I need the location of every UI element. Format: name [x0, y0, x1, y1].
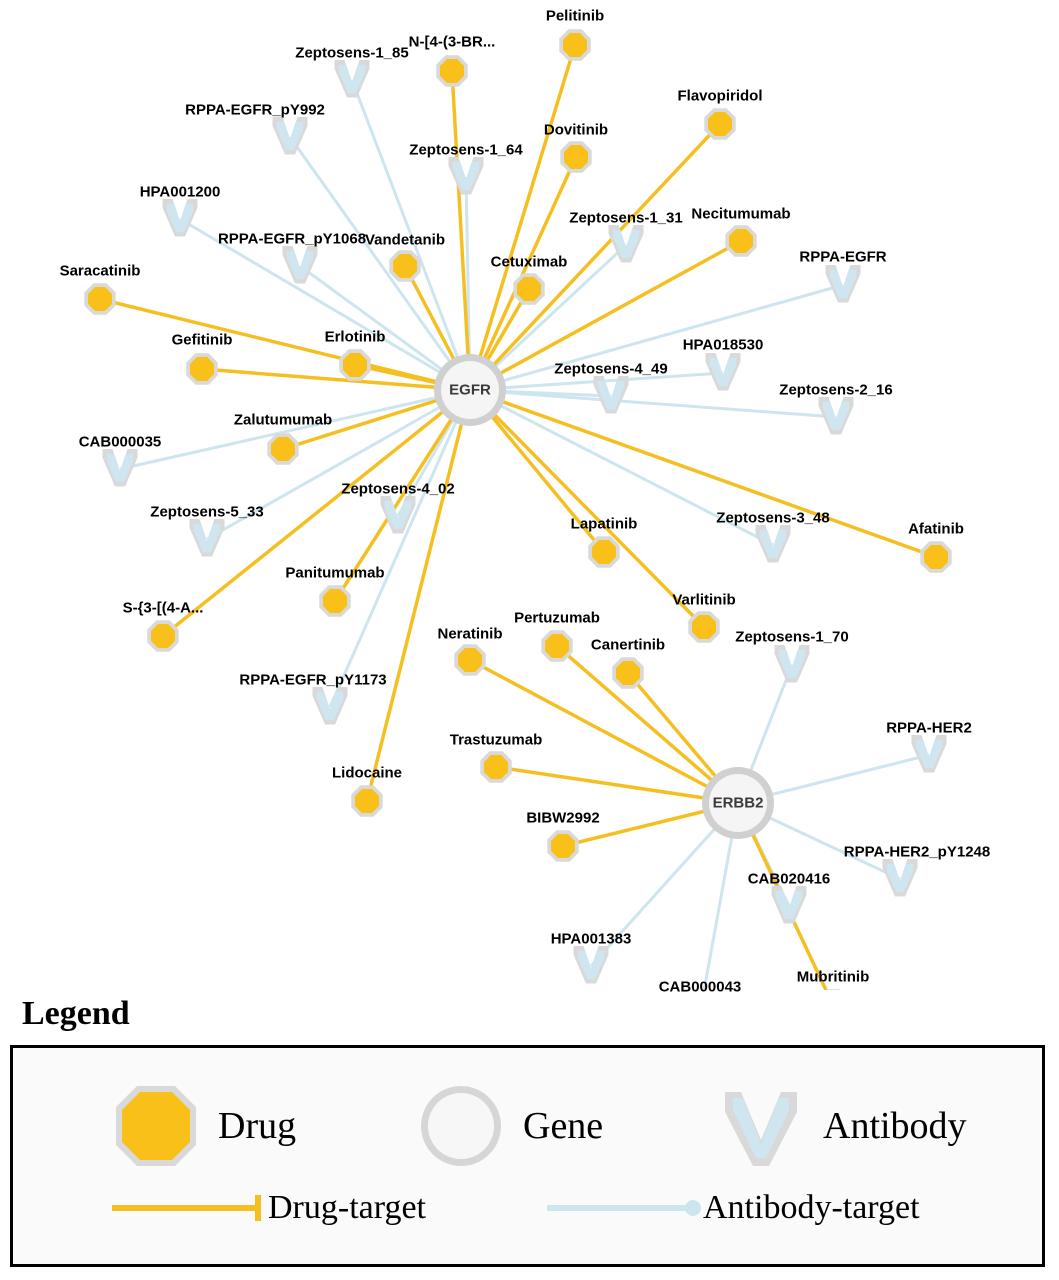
drug-node-label: Dovitinib: [543, 121, 609, 139]
drug-node[interactable]: [588, 536, 619, 567]
gene-node-label: EGFR: [449, 381, 491, 399]
drug-node-label: Panitumumab: [285, 564, 385, 582]
drug-node[interactable]: [513, 273, 544, 304]
drug-node[interactable]: [351, 785, 382, 816]
antibody-node[interactable]: [826, 265, 861, 303]
legend-label-antibody: Antibody: [823, 1105, 967, 1147]
antibody-node-label: RPPA-EGFR: [799, 248, 887, 266]
drug-node[interactable]: [612, 657, 643, 688]
drug-node-label: Canertinib: [590, 636, 666, 654]
drug-node-label: Varlitinib: [672, 591, 736, 609]
drug-node-label: N-[4-(3-BR...: [408, 33, 496, 51]
drug-target-edge: [470, 45, 575, 390]
drug-node[interactable]: [339, 349, 370, 380]
drug-node-label: Zalutumumab: [233, 411, 333, 429]
antibody-target-edge: [352, 80, 470, 390]
antibody-node-label: Zeptosens-1_70: [735, 628, 849, 646]
legend-shapes-row: [13, 1068, 1042, 1168]
antibody-node-label: Zeptosens-1_31: [569, 209, 683, 227]
legend-item-antibody: [713, 1078, 967, 1174]
drug-node[interactable]: [454, 644, 485, 675]
antibody-node[interactable]: [335, 60, 370, 98]
legend-edge-antibody-target: [543, 1188, 920, 1228]
antibody-node-label: RPPA-HER2_pY1248: [843, 843, 991, 861]
drug-node[interactable]: [559, 29, 590, 60]
gene-node-label: ERBB2: [712, 794, 764, 812]
drug-node-label: Erlotinib: [324, 328, 386, 346]
drug-target-edge: [163, 390, 470, 636]
legend-label-drug-target: Drug-target: [268, 1189, 426, 1226]
drug-node[interactable]: [688, 611, 719, 642]
antibody-node-label: Zeptosens-5_33: [150, 503, 264, 521]
drug-node[interactable]: [547, 830, 578, 861]
drug-node-label: Flavopiridol: [677, 87, 763, 105]
drug-node-label: Saracatinib: [59, 262, 141, 280]
drug-node-label: S-{3-[(4-A...: [122, 599, 204, 617]
drug-node-label: Cetuximab: [490, 253, 568, 271]
drug-node[interactable]: [147, 620, 178, 651]
drug-node-label: Gefitinib: [171, 331, 233, 349]
drug-node-label: Afatinib: [908, 520, 964, 538]
antibody-node-label: RPPA-EGFR_pY1068: [217, 230, 367, 248]
legend-label-drug: Drug: [218, 1105, 297, 1147]
antibody-node[interactable]: [775, 645, 810, 683]
antibody-node-label: HPA018530: [682, 336, 764, 354]
drug-target-edge: [470, 390, 704, 627]
drug-node-label: Mubritinib: [796, 968, 870, 986]
antibody-node-label: Zeptosens-3_48: [716, 509, 830, 527]
antibody-node-label: Zeptosens-4_02: [341, 480, 455, 498]
antibody-target-edge: [470, 390, 836, 417]
antibody-target-edge: [470, 390, 773, 545]
antibody-node[interactable]: [706, 353, 741, 391]
antibody-node-label: Zeptosens-1_64: [409, 141, 523, 159]
antibody-node-label: CAB020416: [747, 870, 831, 888]
drug-target-edge: [335, 390, 470, 601]
antibody-node-label: Zeptosens-2_16: [779, 381, 893, 399]
drug-node-label: Pertuzumab: [514, 609, 600, 627]
drug-node[interactable]: [389, 250, 420, 281]
drug-node[interactable]: [436, 55, 467, 86]
antibody-node-label: HPA001200: [139, 183, 221, 201]
legend-edge-drug-target: [108, 1188, 426, 1228]
antibody-node-label: Zeptosens-1_85: [295, 44, 409, 62]
drug-node-label: Necitumumab: [691, 205, 791, 223]
drug-node-label: Trastuzumab: [449, 731, 543, 749]
antibody-node-label: Zeptosens-4_49: [554, 360, 668, 378]
antibody-node-label: RPPA-HER2: [886, 719, 972, 737]
legend-item-drug: [108, 1078, 296, 1174]
antibody-chevron-icon: [713, 1078, 809, 1174]
antibody-node-label: HPA001383: [550, 930, 632, 948]
antibody-target-edge: [330, 390, 470, 707]
antibody-node-label: CAB000043: [658, 978, 742, 996]
antibody-node-label: RPPA-EGFR_pY1173: [239, 671, 387, 689]
drug-node-label: Lapatinib: [570, 515, 638, 533]
legend-edges-row: [13, 1188, 1042, 1258]
legend-label-antibody-target: Antibody-target: [703, 1189, 920, 1226]
drug-node[interactable]: [725, 225, 756, 256]
antibody-node[interactable]: [163, 199, 198, 237]
antibody-node[interactable]: [912, 735, 947, 773]
antibody-target-edge: [207, 390, 470, 539]
drug-node-label: Lidocaine: [331, 764, 403, 782]
drug-target-line-icon: [108, 1188, 268, 1228]
gene-circle-icon: [413, 1078, 509, 1174]
drug-node[interactable]: [186, 353, 217, 384]
drug-node-label: Vandetanib: [364, 231, 446, 249]
drug-node-label: Neratinib: [437, 625, 503, 643]
drug-target-edge: [367, 390, 470, 801]
legend-box: [10, 1045, 1045, 1267]
antibody-node[interactable]: [449, 157, 484, 195]
drug-node[interactable]: [704, 108, 735, 139]
edge-layer: [100, 45, 936, 990]
antibody-node-label: RPPA-EGFR_pY992: [185, 101, 325, 119]
drug-node[interactable]: [84, 283, 115, 314]
antibody-target-line-icon: [543, 1188, 703, 1228]
drug-node-label: BIBW2992: [526, 809, 600, 827]
drug-octagon-icon: [108, 1078, 204, 1174]
antibody-node-label: CAB000035: [78, 433, 162, 451]
antibody-node[interactable]: [283, 246, 318, 284]
legend-item-gene: [413, 1078, 603, 1174]
drug-node[interactable]: [267, 433, 298, 464]
node-layer: [84, 29, 951, 990]
drug-target-edge: [470, 121, 720, 390]
drug-node[interactable]: [920, 541, 951, 572]
drug-node[interactable]: [480, 751, 511, 782]
drug-node-label: Pelitinib: [545, 7, 605, 25]
drug-node[interactable]: [817, 989, 848, 990]
legend-title: Legend: [22, 995, 130, 1032]
antibody-node[interactable]: [273, 117, 308, 155]
drug-node[interactable]: [560, 141, 591, 172]
drug-node[interactable]: [541, 630, 572, 661]
drug-node[interactable]: [319, 585, 350, 616]
legend-label-gene: Gene: [523, 1105, 604, 1147]
